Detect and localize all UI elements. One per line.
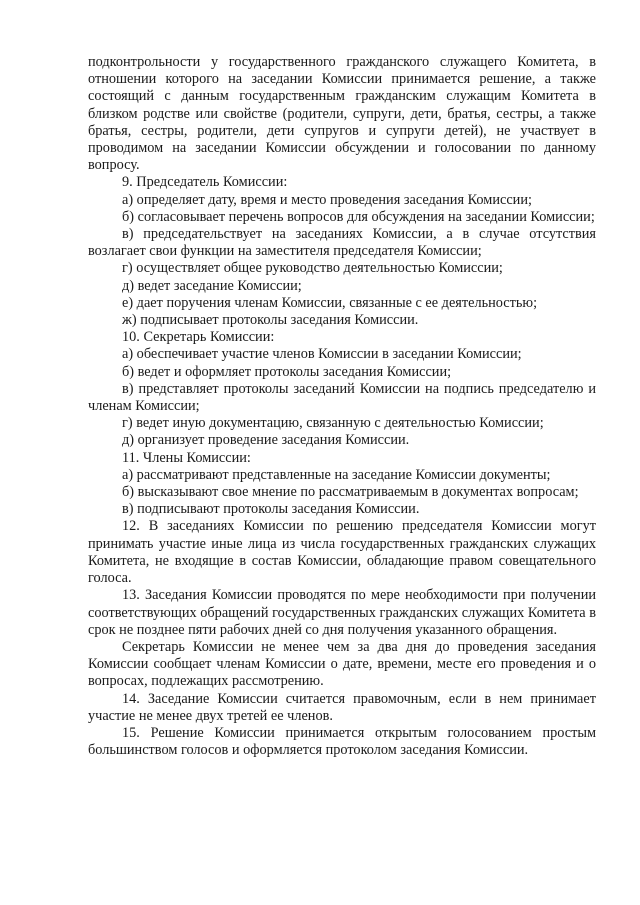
section-10-heading: 10. Секретарь Комиссии: xyxy=(122,329,275,346)
paragraph-continuation: подконтрольности у государственного гражданского служащего Комитета, в отношении которого на заседании Комиссии принимается решение, а также состоящий с данным государственным гражданским служащим Комитета в близком родстве или свойстве (родители, супруги, дети, братья, сестры, а также братья, сестры, родители, дети супругов и супруги детей), не участвует в проводимом на заседании Комиссии обсуждении и голосовании по данному вопросу. xyxy=(88,54,596,174)
list-item: в) председательствует на заседаниях Комиссии, а в случае отсутствия возлагает свои функции на заместителя председателя Комиссии; xyxy=(88,226,596,260)
list-item: в) представляет протоколы заседаний Комиссии на подпись председателю и членам Комиссии; xyxy=(88,380,596,415)
section-14-paragraph: 14. Заседание Комиссии считается правомочным, если в нем принимает участие не менее двух третей ее членов. xyxy=(88,690,596,724)
list-item: е) дает поручения членам Комиссии, связанные с ее деятельностью; xyxy=(122,294,538,311)
list-item: ж) подписывает протоколы заседания Комиссии. xyxy=(122,312,419,329)
list-item: г) ведет иную документацию, связанную с деятельностью Комиссии; xyxy=(122,415,544,432)
section-11-heading: 11. Члены Комиссии: xyxy=(122,449,251,466)
list-item: б) согласовывает перечень вопросов для обсуждения на заседании Комиссии; xyxy=(122,208,595,225)
list-item: а) определяет дату, время и место проведения заседания Комиссии; xyxy=(122,191,532,208)
section-12-paragraph: 12. В заседаниях Комиссии по решению председателя Комиссии могут принимать участие иные лица из числа государственных гражданских служащих Комитета, не входящие в состав Комиссии, обладающие правом совещательного голоса. xyxy=(88,518,596,587)
list-item: д) организует проведение заседания Комиссии. xyxy=(122,432,410,449)
list-item: д) ведет заседание Комиссии; xyxy=(122,277,302,294)
list-item: а) рассматривают представленные на заседание Комиссии документы; xyxy=(122,466,551,483)
document-page xyxy=(88,54,596,759)
paragraph: Секретарь Комиссии не менее чем за два дня до проведения заседания Комиссии сообщает членам Комиссии о дате, времени, месте его проведения и о вопросах, подлежащих рассмотрению. xyxy=(88,638,596,690)
section-9-heading: 9. Председатель Комиссии: xyxy=(122,174,288,191)
list-item: в) подписывают протоколы заседания Комиссии. xyxy=(122,501,420,518)
list-item: г) осуществляет общее руководство деятельностью Комиссии; xyxy=(122,260,503,277)
list-item: б) высказывают свое мнение по рассматриваемым в документах вопросам; xyxy=(122,484,579,501)
section-13-paragraph: 13. Заседания Комиссии проводятся по мере необходимости при получении соответствующих обращений государственных гражданских служащих Комитета в срок не позднее пяти рабочих дней со дня получения указанного обращения. xyxy=(88,587,596,638)
section-15-paragraph: 15. Решение Комиссии принимается открытым голосованием простым большинством голосов и оформляется протоколом заседания Комиссии. xyxy=(88,724,596,759)
list-item: б) ведет и оформляет протоколы заседания Комиссии; xyxy=(122,363,452,380)
list-item: а) обеспечивает участие членов Комиссии в заседании Комиссии; xyxy=(122,346,522,363)
